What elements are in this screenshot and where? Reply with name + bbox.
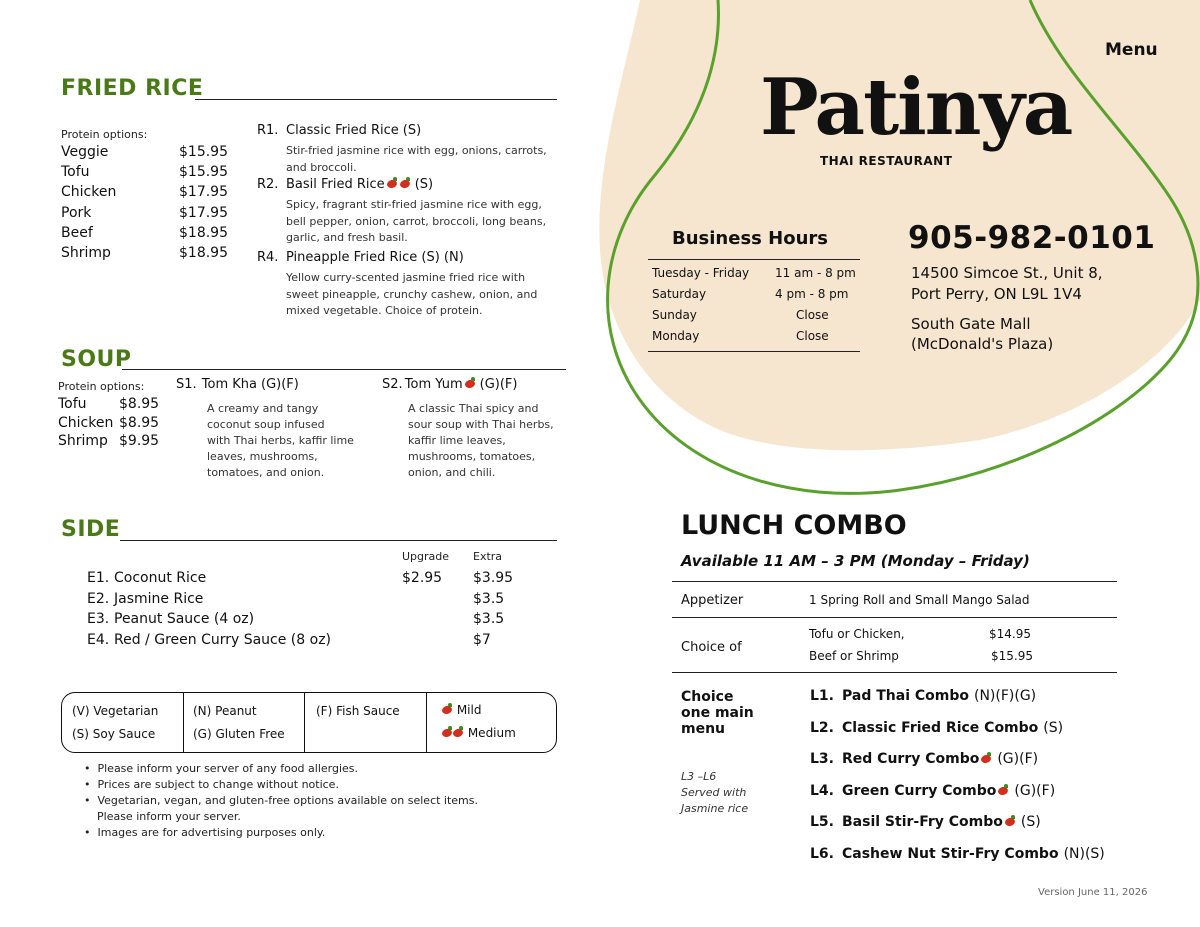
legend-medium-label: Medium: [467, 726, 516, 740]
legend-gluten: (G) Gluten Free: [193, 727, 285, 741]
lunch-rule-1: [672, 581, 1117, 582]
item-code: S2.: [382, 377, 403, 392]
upgrade-price: $2.95: [402, 570, 443, 586]
item-name: Jasmine Rice: [114, 590, 204, 607]
chili-icon: [387, 177, 398, 189]
legend-divider: [426, 693, 427, 752]
hours-day: Sunday: [652, 308, 697, 322]
item-description: garlic, and fresh basil.: [286, 231, 408, 244]
combo-name: Classic Fried Rice Combo: [842, 719, 1039, 736]
item-code: R4.: [257, 250, 279, 265]
combo-title: [842, 783, 1055, 799]
item-description: with Thai herbs, kaffir lime: [207, 434, 354, 447]
hours-day: Tuesday - Friday: [652, 266, 750, 280]
combo-title: [842, 688, 1036, 704]
menu-item-title: [286, 250, 468, 265]
side-rule: [120, 540, 557, 541]
hours-time: 4 pm - 8 pm: [775, 287, 849, 301]
item-description: sweet pineapple, crunchy cashew, onion, and: [286, 287, 538, 301]
item-description: Yellow curry-scented jasmine fried rice with: [286, 271, 526, 284]
combo-title: [842, 846, 1105, 862]
combo-code: L1.: [810, 688, 834, 704]
protein-price: $18.95: [179, 224, 228, 241]
hours-time: 11 am - 8 pm: [775, 266, 856, 280]
address-line-1: 14500 Simcoe St., Unit 8,: [911, 264, 1103, 282]
menu-item-title: [176, 377, 299, 392]
item-description: A creamy and tangy: [207, 402, 319, 415]
soup-rule: [122, 369, 566, 370]
protein-price: $17.95: [179, 204, 228, 221]
legend-peanut: (N) Peanut: [193, 704, 257, 718]
protein-name: Pork: [61, 204, 92, 221]
item-code: E1.: [87, 570, 110, 586]
rice-note-3: Jasmine rice: [681, 802, 749, 815]
brand-logo: Patinya: [760, 62, 1072, 153]
fried-rice-rule: [195, 99, 557, 100]
legend-divider: [304, 693, 305, 752]
brand-subtitle: THAI RESTAURANT: [820, 154, 953, 168]
item-description: A classic Thai spicy and: [408, 402, 539, 415]
item-name: Tom Kha: [201, 377, 258, 392]
choice-2-price: $15.95: [991, 649, 1033, 663]
combo-code: L4.: [810, 782, 834, 799]
hours-rule-bottom: [648, 351, 860, 352]
item-description: kaffir lime leaves,: [408, 434, 506, 447]
hours-title: Business Hours: [672, 228, 828, 249]
item-tags: (S): [414, 177, 434, 192]
item-name: Red / Green Curry Sauce (8 oz): [114, 631, 332, 648]
chili-icon: [442, 726, 453, 738]
chili-icon: [998, 784, 1009, 796]
extra-price: $7: [473, 631, 491, 648]
lunch-availability: Available 11 AM – 3 PM (Monday – Friday): [681, 552, 1030, 570]
combo-code: L2.: [810, 719, 834, 736]
choice-2-name: Beef or Shrimp: [809, 649, 899, 663]
menu-item-title: [286, 177, 433, 192]
protein-name: Shrimp: [58, 433, 108, 449]
combo-name: Cashew Nut Stir-Fry Combo: [842, 846, 1059, 862]
combo-tags: (S): [1043, 719, 1064, 736]
soup-title: SOUP: [61, 347, 132, 372]
note-text: Please inform your server.: [97, 810, 241, 823]
side-col-upgrade: Upgrade: [402, 550, 450, 563]
legend-fish: (F) Fish Sauce: [316, 704, 400, 718]
protein-name: Tofu: [58, 396, 87, 412]
combo-code: L5.: [810, 814, 834, 831]
combo-title: [842, 720, 1063, 736]
choice-1-name: Tofu or Chicken,: [809, 627, 905, 641]
fried-rice-title: FRIED RICE: [61, 76, 204, 101]
combo-code: L6.: [810, 846, 834, 862]
choice-1-price: $14.95: [989, 627, 1031, 641]
choice-label: Choice of: [681, 640, 742, 655]
item-description: mixed vegetable. Choice of protein.: [286, 304, 483, 317]
rice-note-1: L3 –L6: [681, 770, 717, 783]
item-description: sour soup with Thai herbs,: [408, 418, 554, 431]
lunch-rule-2: [672, 617, 1117, 618]
chili-icon: [453, 726, 464, 738]
note-bullet: • Prices are subject to change without notice.: [84, 778, 339, 791]
protein-name: Beef: [61, 224, 93, 241]
item-description: onion, and chili.: [408, 466, 496, 479]
legend-mild: [442, 703, 481, 717]
hours-day: Monday: [652, 329, 700, 343]
address-line-2: Port Perry, ON L9L 1V4: [911, 285, 1082, 303]
appetizer-label: Appetizer: [681, 593, 744, 608]
protein-price: $18.95: [179, 245, 228, 261]
legend-box: [61, 692, 557, 753]
menu-label: Menu: [1105, 40, 1158, 60]
combo-tags: (N)(F)(G): [973, 688, 1037, 704]
note-bullet: • Please inform your server of any food allergies.: [84, 762, 359, 775]
note-text: Vegetarian, vegan, and gluten-free options available on select items.: [97, 794, 478, 807]
main-menu-label-1: Choice: [681, 689, 734, 705]
note-text: Please inform your server of any food allergies.: [97, 762, 359, 775]
menu-item-title: [382, 377, 517, 392]
lunch-rule-3: [672, 672, 1117, 673]
protein-name: Tofu: [61, 164, 90, 181]
item-code: E2.: [87, 590, 110, 607]
protein-price: $17.95: [179, 184, 228, 201]
extra-price: $3.5: [473, 611, 505, 627]
combo-name: Pad Thai Combo: [842, 688, 969, 704]
item-description: mushrooms, tomatoes,: [408, 450, 536, 463]
hours-rule-top: [648, 259, 860, 260]
combo-tags: (S): [1020, 814, 1041, 831]
note-text: Images are for advertising purposes only.: [97, 826, 326, 839]
item-code: R1.: [257, 123, 279, 138]
item-description: and broccoli.: [286, 160, 357, 174]
menu-item-title: [286, 123, 421, 138]
side-title: SIDE: [61, 517, 121, 542]
item-code: R2.: [257, 177, 279, 192]
extra-price: $3.5: [473, 590, 505, 607]
chili-icon: [400, 177, 411, 189]
chili-icon: [981, 752, 992, 764]
protein-price: $15.95: [179, 144, 228, 160]
item-tags: (G)(F): [261, 377, 299, 392]
protein-name: Shrimp: [61, 245, 111, 261]
note-bullet: • Images are for advertising purposes only.: [84, 826, 326, 839]
protein-price: $8.95: [119, 396, 160, 412]
item-code: E4.: [87, 631, 110, 648]
soup-protein-label: Protein options:: [58, 380, 145, 393]
hours-day: Saturday: [652, 287, 707, 301]
protein-price: $9.95: [119, 433, 160, 449]
item-description: tomatoes, and onion.: [207, 466, 325, 479]
combo-tags: (G)(F): [1014, 782, 1056, 799]
legend-medium: [442, 726, 516, 740]
chili-icon: [442, 703, 453, 715]
item-name: Peanut Sauce (4 oz): [114, 611, 255, 627]
note-text: Prices are subject to change without notice.: [97, 778, 339, 791]
note-bullet: • Vegetarian, vegan, and gluten-free options available on select items.: [84, 794, 478, 807]
extra-price: $3.95: [473, 570, 514, 586]
hours-time: Close: [796, 329, 829, 343]
legend-divider: [183, 693, 184, 752]
mall-name: South Gate Mall: [911, 315, 1031, 333]
item-description: leaves, mushrooms,: [207, 450, 318, 463]
combo-name: Red Curry Combo: [842, 751, 980, 768]
main-menu-label-3: menu: [681, 721, 726, 737]
protein-name: Chicken: [58, 414, 114, 431]
combo-name: Green Curry Combo: [842, 782, 997, 799]
item-description: Spicy, fragrant stir-fried jasmine rice with egg,: [286, 198, 542, 211]
phone-number: 905-982-0101: [908, 220, 1156, 256]
hours-time: Close: [796, 308, 829, 322]
item-description: Stir-fried jasmine rice with egg, onions, carrots,: [286, 144, 547, 157]
combo-title: [842, 814, 1041, 830]
combo-name: Basil Stir-Fry Combo: [842, 814, 1003, 831]
item-name: Tom Yum: [404, 377, 463, 392]
item-description: bell pepper, onion, carrot, broccoli, long beans,: [286, 214, 547, 228]
item-description: coconut soup infused: [207, 418, 325, 431]
item-code: E3.: [87, 611, 110, 627]
item-code: S1.: [176, 377, 197, 392]
item-name: Coconut Rice: [114, 570, 207, 586]
item-name: Pineapple Fried Rice (S) (N): [286, 250, 464, 265]
fried-rice-protein-label: Protein options:: [61, 128, 148, 141]
legend-mild-label: Mild: [456, 703, 482, 717]
item-name: Basil Fried Rice: [286, 177, 385, 192]
main-menu-label-2: one main: [681, 705, 754, 721]
protein-name: Chicken: [61, 184, 117, 201]
combo-title: [842, 751, 1038, 767]
chili-icon: [465, 377, 476, 389]
legend-soy: (S) Soy Sauce: [72, 727, 156, 741]
chili-icon: [1005, 815, 1016, 827]
protein-name: Veggie: [61, 144, 109, 160]
combo-tags: (G)(F): [997, 751, 1039, 768]
legend-vegetarian: (V) Vegetarian: [72, 704, 159, 718]
combo-code: L3.: [810, 751, 834, 768]
appetizer-value: 1 Spring Roll and Small Mango Salad: [809, 593, 1030, 607]
side-col-extra: Extra: [473, 550, 503, 563]
item-tags: (G)(F): [479, 377, 518, 392]
lunch-title: LUNCH COMBO: [681, 510, 907, 541]
protein-price: $8.95: [119, 414, 160, 431]
item-name: Classic Fried Rice: [286, 123, 399, 138]
protein-price: $15.95: [179, 164, 228, 181]
mall-plaza: (McDonald's Plaza): [911, 335, 1054, 353]
combo-tags: (N)(S): [1063, 846, 1105, 862]
rice-note-2: Served with: [681, 786, 747, 799]
item-tags: (S): [402, 123, 422, 138]
version-text: Version June 11, 2026: [1038, 887, 1148, 898]
